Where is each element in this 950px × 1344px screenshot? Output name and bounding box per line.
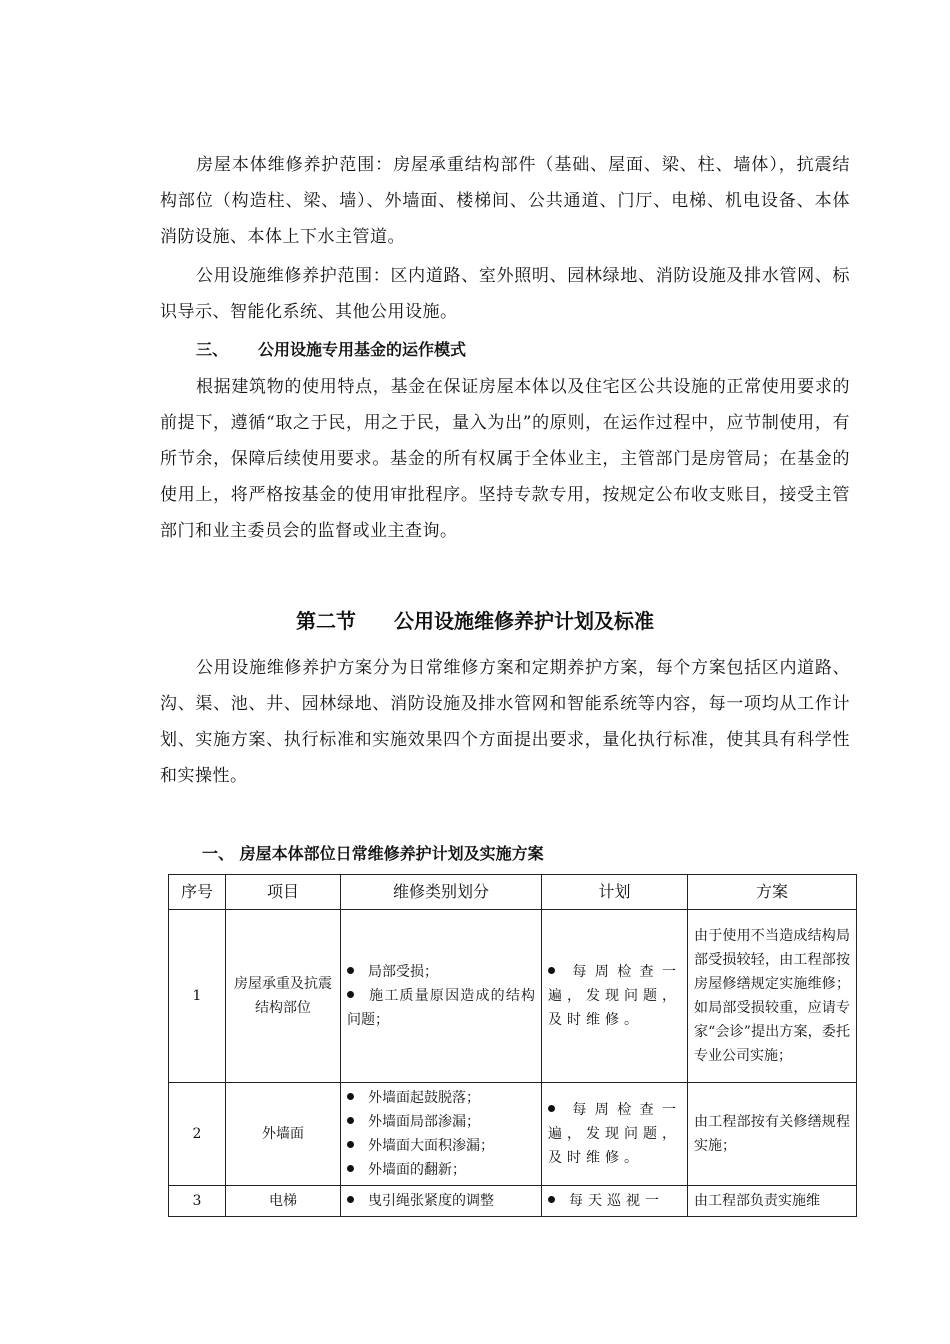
section-title: 公用设施专用基金的运作模式 [258, 340, 467, 359]
chapter-number: 第二节 [296, 609, 356, 633]
paragraph-fund-operation: 根据建筑物的使用特点，基金在保证房屋本体以及住宅区公共设施的正常使用要求的前提下，遵循“取之于民，用之于民，量入为出”的原则，在运作过程中，应节制使用，有所节余，保障后续使用要求。基金的所有权属于全体业主，主管部门是房管局；在基金的使用上，将严格按基金的使用审批程序。坚持专款专用，按规定公布收支账目，接受主管部门和业主委员会的监督或业主查询。 [160, 377, 850, 541]
bullet-icon [347, 1141, 354, 1148]
bullet-icon [347, 967, 354, 974]
section-number: 三、 [196, 340, 229, 359]
cell-category [341, 910, 542, 1083]
category-item: 外墙面大面积渗漏； [347, 1134, 535, 1158]
cell-item: 外墙面 [226, 1083, 341, 1186]
cell-plan: 每天巡视一 [542, 1186, 688, 1217]
table-row [169, 1186, 857, 1217]
category-item: 施工质量原因造成的结构问题； [347, 988, 535, 1028]
chapter-heading [0, 605, 950, 634]
cell-no: 3 [169, 1186, 226, 1217]
paragraph-building-scope: 房屋本体维修养护范围：房屋承重结构部件（基础、屋面、梁、柱、墙体），抗震结构部位（构造柱、梁、墙）、外墙面、楼梯间、公共通道、门厅、电梯、机电设备、本体消防设施、本体上下水主管道。 [160, 155, 850, 247]
cell-category [341, 1083, 542, 1186]
bullet-icon [347, 1093, 354, 1100]
cell-plan: 每周检查一遍，发现问题，及时维修。 [542, 1083, 688, 1186]
cell-scheme: 由于使用不当造成结构局部受损较轻，由工程部按房屋修缮规定实施维修；如局部受损较重，应请专家“会诊”提出方案，委托专业公司实施； [688, 910, 857, 1083]
category-item: 外墙面起鼓脱落； [347, 1086, 535, 1110]
table-heading: 一、 房屋本体部位日常维修养护计划及实施方案 [202, 844, 544, 863]
cell-no: 2 [169, 1083, 226, 1186]
maintenance-table [168, 874, 857, 1217]
category-item: 外墙面的翻新； [347, 1158, 535, 1182]
header-category: 维修类别划分 [341, 875, 542, 910]
header-scheme: 方案 [688, 875, 857, 910]
cell-item: 房屋承重及抗震结构部位 [226, 910, 341, 1083]
bullet-icon [347, 991, 354, 998]
bullet-icon [548, 1105, 555, 1112]
table-header-row [169, 875, 857, 910]
cell-plan: 每周检查一遍，发现问题，及时维修。 [542, 910, 688, 1083]
cell-item: 电梯 [226, 1186, 341, 1217]
bullet-icon [347, 1196, 354, 1203]
category-item: 外墙面局部渗漏； [347, 1110, 535, 1134]
bullet-icon [347, 1165, 354, 1172]
chapter-title: 公用设施维修养护计划及标准 [394, 609, 654, 633]
header-item: 项目 [226, 875, 341, 910]
paragraph-maintenance-plan: 公用设施维修养护方案分为日常维修方案和定期养护方案，每个方案包括区内道路、沟、渠、池、井、园林绿地、消防设施及排水管网和智能系统等内容，每一项均从工作计划、实施方案、执行标准和实施效果四个方面提出要求，量化执行标准，使其具有科学性和实操性。 [160, 658, 850, 786]
bullet-icon [548, 1196, 555, 1203]
table-row [169, 1083, 857, 1186]
cell-no: 1 [169, 910, 226, 1083]
category-item: 局部受损； [347, 960, 535, 984]
table-row [169, 910, 857, 1083]
section-heading-fund-mode [196, 336, 466, 364]
paragraph-facility-scope: 公用设施维修养护范围：区内道路、室外照明、园林绿地、消防设施及排水管网、标识导示、智能化系统、其他公用设施。 [160, 266, 850, 322]
cell-scheme: 由工程部按有关修缮规程实施； [688, 1083, 857, 1186]
bullet-icon [347, 1117, 354, 1124]
cell-category: 曳引绳张紧度的调整 [341, 1186, 542, 1217]
cell-scheme: 由工程部负责实施维 [688, 1186, 857, 1217]
header-plan: 计划 [542, 875, 688, 910]
header-no: 序号 [169, 875, 226, 910]
bullet-icon [548, 967, 555, 974]
